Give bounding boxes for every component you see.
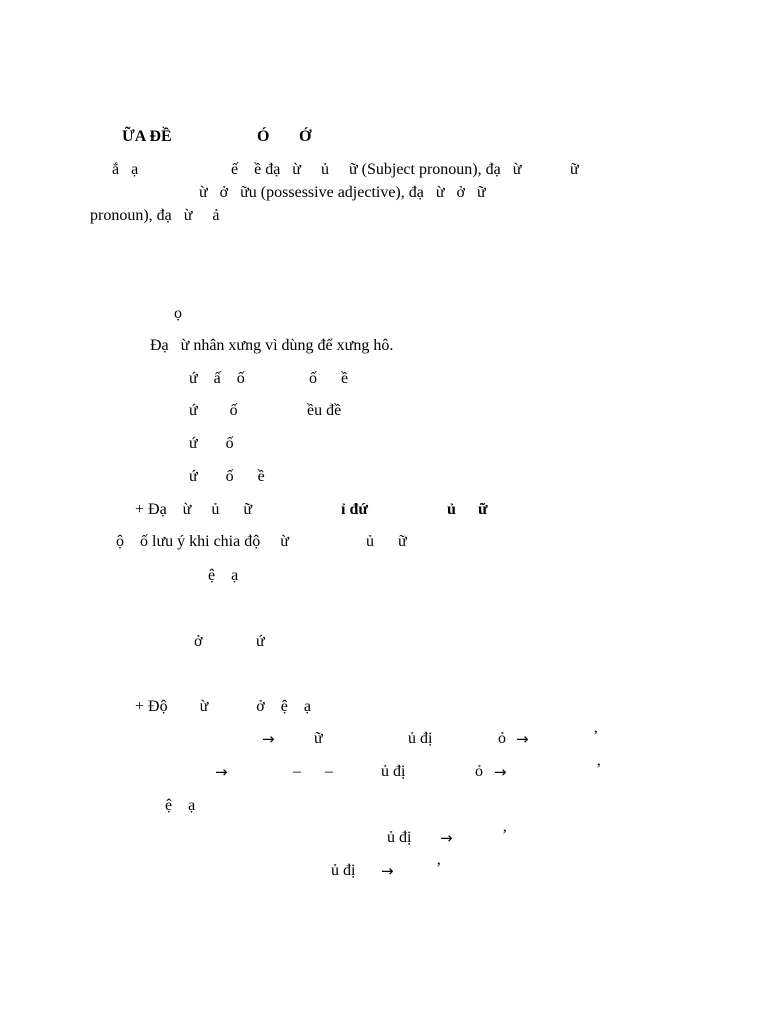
subject-pronoun-bullet-bold3: ữ (478, 501, 488, 518)
arrow-icon: → (494, 763, 507, 781)
arrow-icon: → (516, 730, 529, 748)
subsection-label-a: ở (194, 633, 203, 650)
intro-line2: ừ ở ữu (possessive adjective), đạ ừ ở ữ (199, 184, 486, 201)
list-item: ố ề (309, 370, 349, 387)
intro-line1-start: ắ ạ (112, 161, 139, 178)
list-item: ứ ố (189, 435, 234, 452)
present-tense-label-2: ệ ạ (165, 797, 196, 814)
intro-line3: pronoun), đạ ừ ả (90, 207, 220, 224)
example1-a: ữ (314, 730, 323, 747)
list-item: ứ ố (189, 402, 238, 419)
example2-d: ’ (596, 761, 602, 778)
list-item: ứ ố ề (189, 468, 265, 485)
section1-heading: ọ (174, 305, 182, 322)
document-title-part1: ỮA ĐỀ (122, 128, 172, 145)
arrow-icon: → (381, 862, 394, 880)
subject-pronoun-bullet-bold2: ủ (447, 501, 456, 518)
document-title-part3: Ớ (299, 128, 312, 145)
conjugation-note-end: ủ ữ (366, 533, 407, 550)
arrow-icon: → (262, 730, 275, 748)
arrow-icon: → (215, 763, 228, 781)
conjugation-note: ộ ố lưu ý khi chia độ ừ (116, 533, 289, 550)
example1-c: ỏ (498, 730, 506, 747)
example1-b: ủ đị (408, 730, 433, 747)
example2-b: ủ đị (381, 763, 406, 780)
example3-a: ủ đị (387, 829, 412, 846)
list-item: ều đề (307, 402, 342, 419)
example1-d: ’ (593, 728, 599, 745)
subject-pronoun-bullet-bold1: ỉ đứ (341, 501, 368, 518)
verb-bullet: + Độ ừ ở ệ ạ (135, 698, 311, 715)
example4-a: ủ đị (331, 862, 356, 879)
pronoun-definition: Đạ ừ nhân xưng vì dùng để xưng hô. (150, 337, 394, 354)
example2-a: – – (293, 763, 333, 780)
example2-c: ỏ (475, 763, 483, 780)
list-item: ứ ấ ố (189, 370, 245, 387)
intro-line1-end: ữ (570, 161, 579, 178)
intro-line1-middle: ế ề đạ ừ ủ ữ (Subject pronoun), đạ ừ (231, 161, 522, 178)
example4-b: ’ (436, 860, 442, 877)
present-tense-label: ệ ạ (208, 567, 239, 584)
document-title-part2: Ó (257, 128, 270, 145)
subject-pronoun-bullet: + Đạ ừ ủ ữ (135, 501, 253, 518)
subsection-label-b: ứ (256, 633, 265, 650)
arrow-icon: → (440, 829, 453, 847)
example3-b: ’ (502, 827, 508, 844)
